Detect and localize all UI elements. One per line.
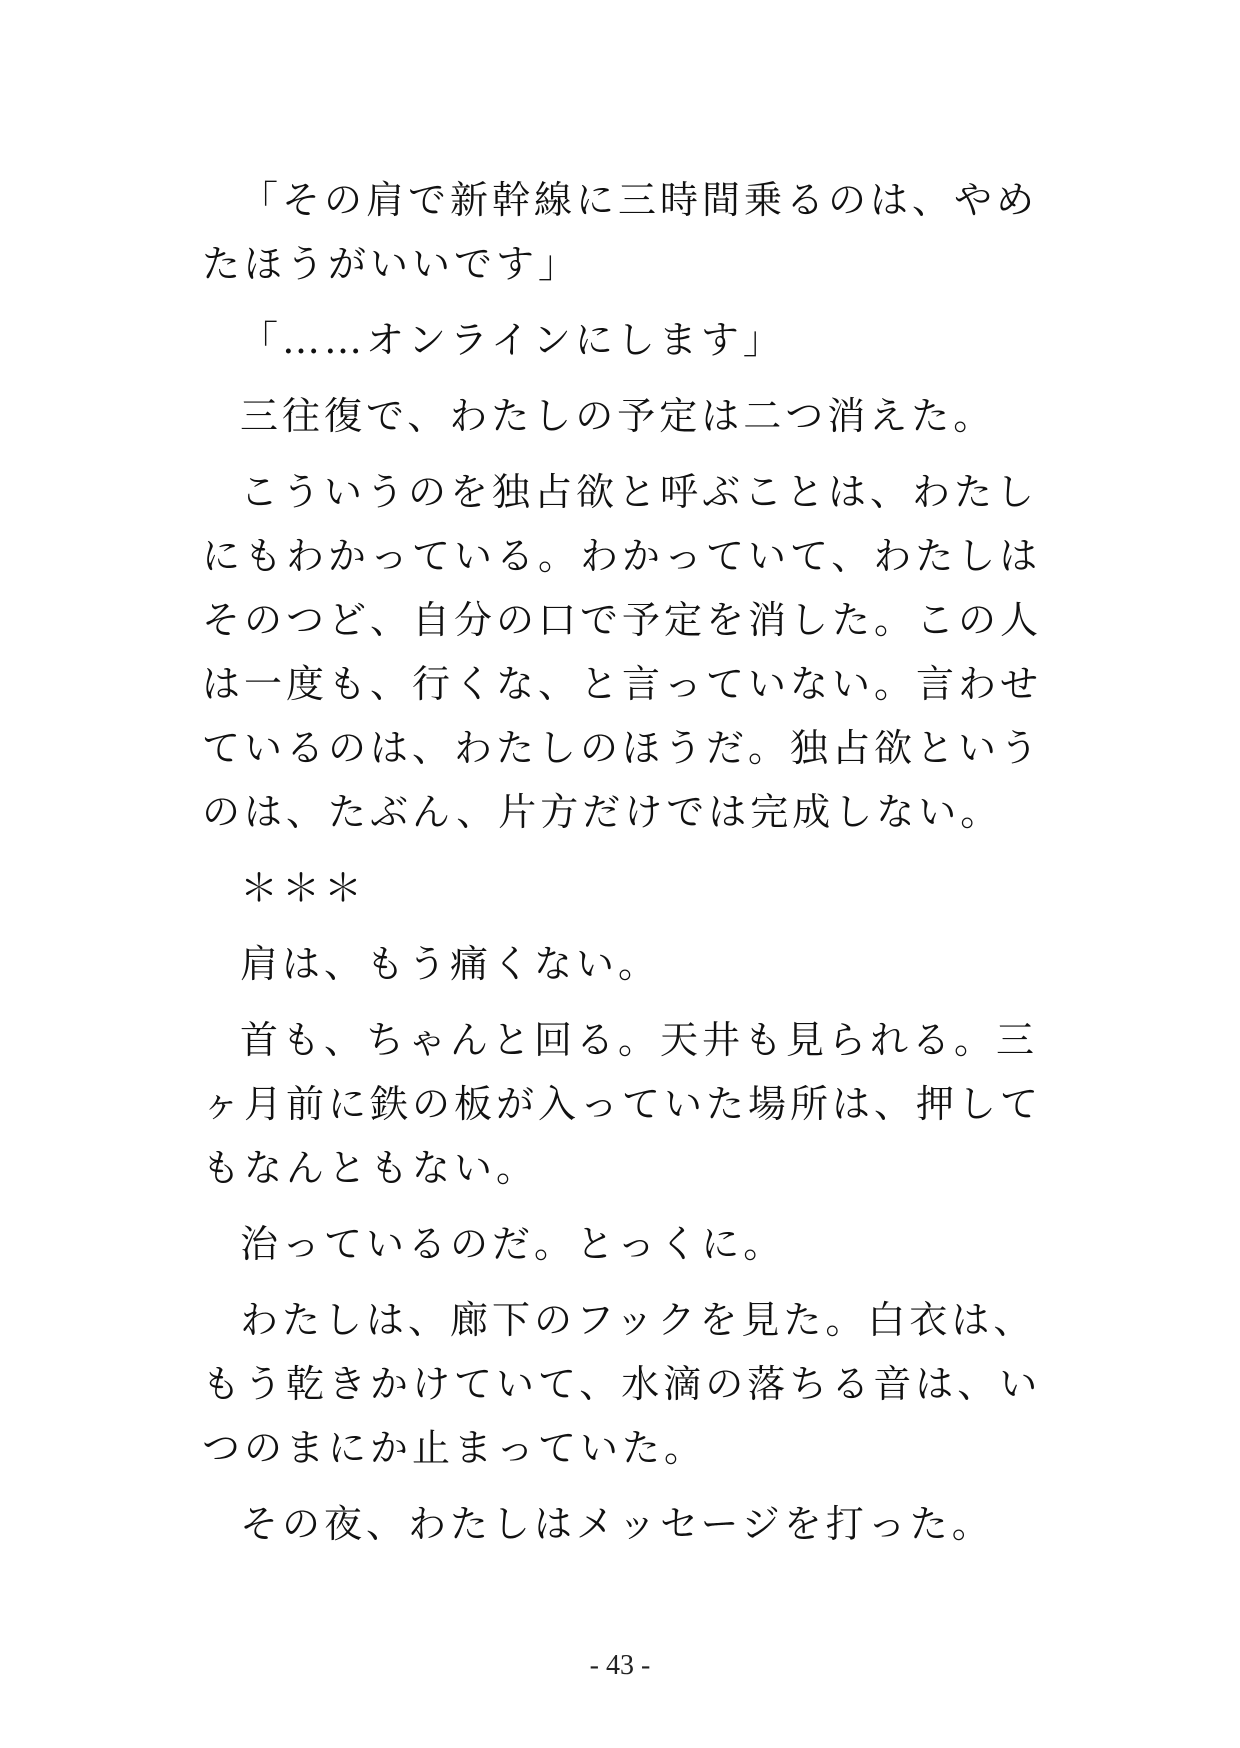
paragraph: その夜、わたしはメッセージを打った。 [240,1502,994,1546]
paragraph: 肩は、もう痛くない。 [240,942,661,986]
paragraph: こういうのを独占欲と呼ぶことは、わたしにもわかっている。わかっていて、わたしはそのつど、自分の口で予定を消した。この人は一度も、行くな、と言っていない。言わせているのは、わたしのほうだ。独占欲というのは、たぶん、片方だけでは完成しない。 [202,470,1043,834]
body-text [202,168,1042,1568]
page-number: - 43 - [589,1650,651,1681]
scene-break-marker: ＊＊＊ [240,866,367,910]
paragraph: わたしは、廊下のフックを見た。白衣は、もう乾きかけていて、水滴の落ちる音は、いつのまにか止まっていた。 [202,1298,1042,1470]
paragraph: 治っているのだ。とっくに。 [240,1222,786,1266]
paragraph: 首も、ちゃんと回る。天井も見られる。三ヶ月前に鉄の板が入っていた場所は、押してもなんともない。 [202,1018,1043,1190]
paragraph: 三往復で、わたしの予定は二つ消えた。 [240,394,996,438]
paragraph: 「……オンラインにします」 [240,318,785,362]
paragraph: 「その肩で新幹線に三時間乗るのは、やめたほうがいいです」 [202,178,1039,286]
